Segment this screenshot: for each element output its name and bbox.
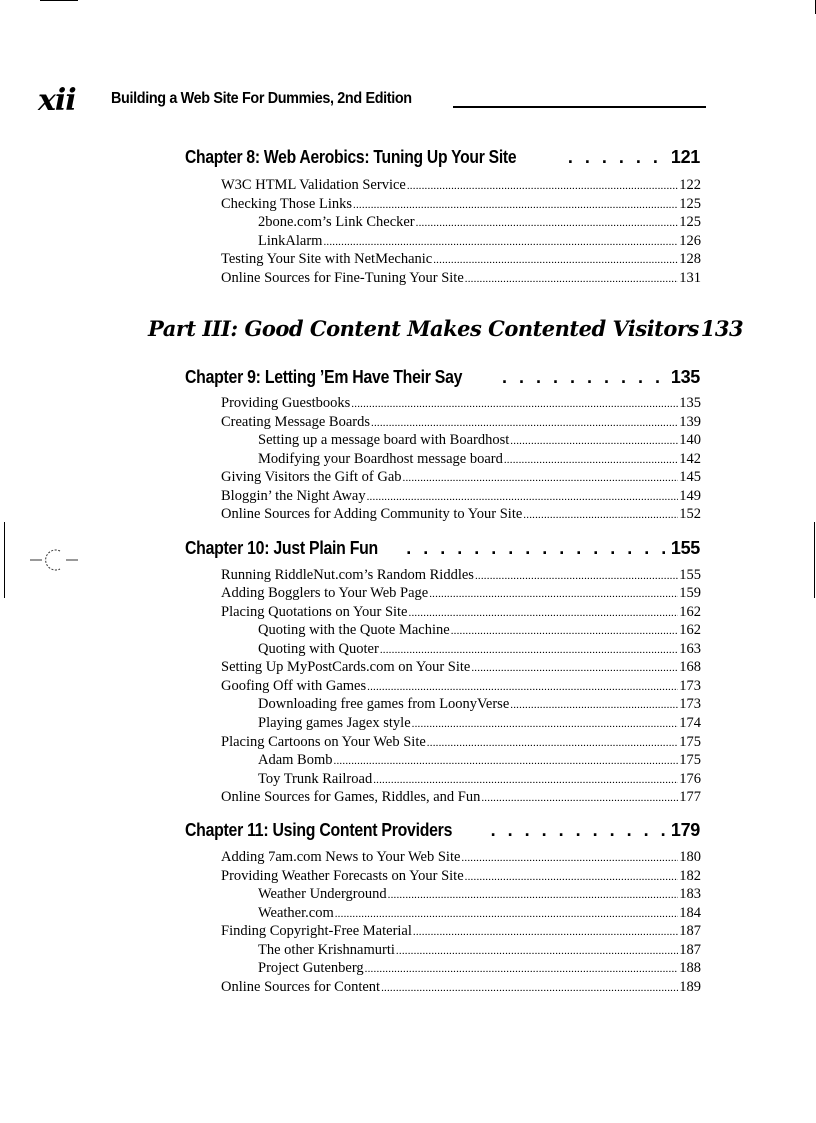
dot-leader: [413, 926, 678, 938]
toc-entry[interactable]: [221, 177, 701, 196]
chapter-title: Chapter 11: Using Content Providers: [185, 820, 453, 840]
entry-title: Providing Weather Forecasts on Your Site: [221, 868, 464, 884]
entry-title: Downloading free games from LoonyVerse: [258, 696, 510, 712]
toc-subentry[interactable]: [258, 752, 701, 771]
dot-leader: [334, 755, 679, 767]
entry-title: Setting Up MyPostCards.com on Your Site: [221, 659, 471, 675]
toc-entry[interactable]: [221, 659, 701, 678]
entry-page: 162: [679, 622, 701, 638]
dot-leader: [523, 509, 678, 521]
entry-page: 174: [679, 715, 701, 731]
dot-leader: [481, 792, 678, 804]
entry-page: 187: [679, 923, 701, 939]
entry-title: Online Sources for Fine-Tuning Your Site: [221, 270, 464, 286]
entry-title: Giving Visitors the Gift of Gab: [221, 469, 402, 485]
registration-mark-icon: [30, 546, 80, 574]
entry-title: Modifying your Boardhost message board: [258, 451, 503, 467]
toc-subentry[interactable]: [258, 942, 701, 961]
dot-leader: [465, 273, 678, 285]
toc-entry[interactable]: [221, 488, 701, 507]
dot-leader: [323, 236, 678, 248]
entry-title: Project Gutenberg: [258, 960, 364, 976]
entry-page: 125: [679, 214, 701, 230]
entry-title: Quoting with the Quote Machine: [258, 622, 450, 638]
entry-title: Online Sources for Games, Riddles, and Fun: [221, 789, 481, 805]
entry-title: Weather Underground: [258, 886, 387, 902]
entry-title: Providing Guestbooks: [221, 395, 351, 411]
dot-leader: [475, 570, 678, 582]
entry-title: 2bone.com’s Link Checker: [258, 214, 415, 230]
dot-leader: [510, 699, 678, 711]
dot-leader: [367, 681, 678, 693]
chapter-page: 179: [670, 820, 700, 840]
entry-page: 125: [679, 196, 701, 212]
chapter-title: Chapter 9: Letting ’Em Have Their Say: [185, 367, 463, 387]
entry-page: 163: [679, 641, 701, 657]
toc-entry[interactable]: [221, 979, 701, 998]
chapter-page: 155: [670, 538, 700, 558]
part-title: Part III: Good Content Makes Contented Visitors: [148, 316, 699, 341]
dot-leader: [451, 625, 679, 637]
toc-entry[interactable]: [221, 567, 701, 586]
toc-part-3[interactable]: [148, 316, 744, 346]
entry-title: The other Krishnamurti: [258, 942, 395, 958]
entry-page: 126: [679, 233, 701, 249]
entry-page: 145: [679, 469, 701, 485]
entry-title: Placing Cartoons on Your Web Site: [221, 734, 426, 750]
toc-subentry[interactable]: [258, 233, 701, 252]
entry-title: Running RiddleNut.com’s Random Riddles: [221, 567, 474, 583]
toc-entry[interactable]: [221, 270, 701, 289]
entry-title: Playing games Jagex style: [258, 715, 411, 731]
dot-leader: [403, 472, 679, 484]
dot-leader: [373, 774, 678, 786]
entry-title: Finding Copyright-Free Material: [221, 923, 412, 939]
dot-leader: [465, 871, 679, 883]
dot-leader: [406, 538, 669, 559]
dot-leader: [510, 435, 678, 447]
part-page: 133: [700, 316, 744, 341]
toc-entry[interactable]: [221, 585, 701, 604]
toc-entry[interactable]: [221, 506, 701, 525]
dot-leader: [427, 737, 678, 749]
entry-page: 131: [679, 270, 701, 286]
entry-title: Setting up a message board with Boardhost: [258, 432, 510, 448]
entry-page: 175: [679, 734, 701, 750]
toc-entry[interactable]: [221, 469, 701, 488]
entry-page: 128: [679, 251, 701, 267]
chapter-page: 121: [670, 147, 700, 167]
entry-page: 149: [679, 488, 701, 504]
entry-title: Checking Those Links: [221, 196, 353, 212]
entry-title: Testing Your Site with NetMechanic: [221, 251, 433, 267]
toc-entry[interactable]: [221, 414, 701, 433]
entry-page: 182: [679, 868, 701, 884]
dot-leader: [367, 491, 679, 503]
toc-subentry[interactable]: [258, 451, 701, 470]
toc-subentry[interactable]: [258, 960, 701, 979]
entry-page: 168: [679, 659, 701, 675]
entry-page: 140: [679, 432, 701, 448]
dot-leader: [388, 889, 679, 901]
entry-title: Goofing Off with Games: [221, 678, 367, 694]
entry-page: 183: [679, 886, 701, 902]
dot-leader: [371, 417, 678, 429]
toc-subentry[interactable]: [258, 715, 701, 734]
entry-page: 173: [679, 696, 701, 712]
entry-title: Creating Message Boards: [221, 414, 370, 430]
toc-subentry[interactable]: [258, 214, 701, 233]
dot-leader: [491, 820, 669, 841]
toc-entry[interactable]: [221, 196, 701, 215]
entry-page: 175: [679, 752, 701, 768]
entry-title: Placing Quotations on Your Site: [221, 604, 408, 620]
dot-leader: [502, 367, 669, 388]
dot-leader: [429, 588, 678, 600]
toc-chapter-8[interactable]: [185, 147, 700, 171]
entry-page: 189: [679, 979, 701, 995]
entry-page: 187: [679, 942, 701, 958]
entry-page: 173: [679, 678, 701, 694]
crop-mark-top: [40, 0, 78, 1]
toc-entry[interactable]: [221, 789, 701, 808]
dot-leader: [407, 180, 678, 192]
chapter-title: Chapter 10: Just Plain Fun: [185, 538, 378, 558]
entry-page: 176: [679, 771, 701, 787]
entry-page: 184: [679, 905, 701, 921]
toc-chapter-9[interactable]: [185, 367, 700, 391]
entry-page: 159: [679, 585, 701, 601]
chapter-title: Chapter 8: Web Aerobics: Tuning Up Your Site: [185, 147, 517, 167]
running-header-title: Building a Web Site For Dummies, 2nd Edition: [111, 90, 412, 107]
entry-title: Adding Bogglers to Your Web Page: [221, 585, 429, 601]
dot-leader: [353, 199, 678, 211]
dot-leader: [380, 644, 678, 656]
dot-leader: [409, 607, 679, 619]
entry-page: 177: [679, 789, 701, 805]
dot-leader: [335, 908, 679, 920]
toc-entry[interactable]: [221, 604, 701, 623]
toc-chapter-11[interactable]: [185, 820, 700, 844]
dot-leader: [461, 852, 678, 864]
toc-entry[interactable]: [221, 923, 701, 942]
entry-title: Toy Trunk Railroad: [258, 771, 373, 787]
dot-leader: [416, 217, 679, 229]
entry-title: Adding 7am.com News to Your Web Site: [221, 849, 461, 865]
toc-chapter-10[interactable]: [185, 538, 700, 562]
entry-page: 122: [679, 177, 701, 193]
toc-subentry[interactable]: [258, 696, 701, 715]
entry-page: 142: [679, 451, 701, 467]
dot-leader: [381, 982, 678, 994]
dot-leader: [471, 662, 678, 674]
toc-entry[interactable]: [221, 395, 701, 414]
toc-entry[interactable]: [221, 868, 701, 887]
dot-leader: [396, 945, 678, 957]
chapter-page: 135: [670, 367, 700, 387]
side-mark-right: [814, 522, 815, 598]
toc-subentry[interactable]: [258, 622, 701, 641]
entry-page: 135: [679, 395, 701, 411]
entry-page: 180: [679, 849, 701, 865]
entry-title: LinkAlarm: [258, 233, 323, 249]
dot-leader: [365, 963, 679, 975]
dot-leader: [504, 454, 678, 466]
entry-page: 139: [679, 414, 701, 430]
toc-entry[interactable]: [221, 251, 701, 270]
entry-title: Adam Bomb: [258, 752, 333, 768]
toc-subentry[interactable]: [258, 905, 701, 924]
entry-page: 188: [679, 960, 701, 976]
dot-leader: [351, 398, 678, 410]
entry-title: Bloggin’ the Night Away: [221, 488, 366, 504]
toc-entry[interactable]: [221, 678, 701, 697]
dot-leader: [568, 147, 669, 168]
toc-subentry[interactable]: [258, 641, 701, 660]
entry-page: 152: [679, 506, 701, 522]
toc-entry[interactable]: [221, 734, 701, 753]
dot-leader: [433, 254, 678, 266]
header-rule: [453, 106, 706, 108]
side-mark-left: [4, 522, 5, 598]
dot-leader: [412, 718, 679, 730]
entry-page: 155: [679, 567, 701, 583]
toc-subentry[interactable]: [258, 432, 701, 451]
entry-page: 162: [679, 604, 701, 620]
toc-entry[interactable]: [221, 849, 701, 868]
entry-title: Online Sources for Content: [221, 979, 381, 995]
toc-subentry[interactable]: [258, 771, 701, 790]
entry-title: Weather.com: [258, 905, 334, 921]
entry-title: Quoting with Quoter: [258, 641, 379, 657]
entry-title: W3C HTML Validation Service: [221, 177, 406, 193]
toc-subentry[interactable]: [258, 886, 701, 905]
entry-title: Online Sources for Adding Community to Your Site: [221, 506, 523, 522]
page-number: xii: [38, 83, 76, 118]
